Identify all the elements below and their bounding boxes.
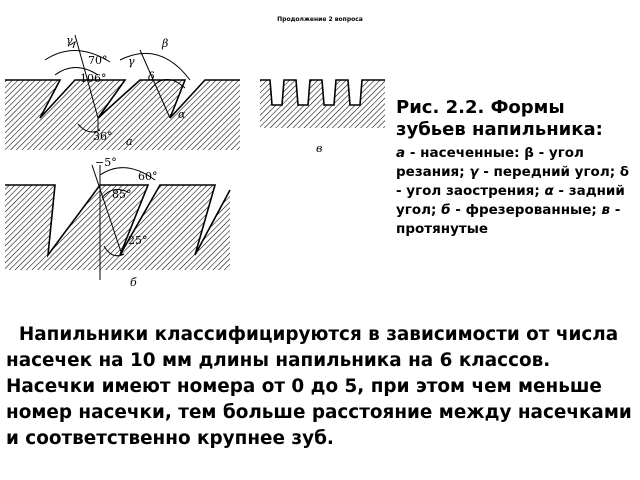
teeth-diagram-b: [5, 156, 230, 289]
teeth-diagram-a: [5, 34, 240, 150]
caption-body: [396, 144, 636, 239]
label-gamma: γ: [128, 55, 135, 68]
angle-minus-5: −5°: [95, 156, 117, 169]
slide-title: Продолжение 2 вопроса: [277, 16, 363, 23]
angle-106: 106°: [80, 72, 107, 85]
label-b: б: [130, 276, 137, 289]
angle-36: 36°: [93, 130, 113, 143]
caption-key-b: б: [441, 202, 451, 218]
caption-text-v: - протянутые: [396, 202, 621, 237]
figure-caption: [396, 97, 636, 239]
angle-60: 60°: [138, 170, 158, 183]
body-paragraph: [6, 322, 636, 452]
file-teeth-figure: [0, 30, 395, 300]
label-alpha: α: [178, 108, 186, 121]
caption-title: Рис. 2.2. Формы зубьев напильника:: [396, 97, 603, 140]
caption-key-v: в: [601, 202, 611, 218]
caption-text-b: - фрезерованные;: [450, 202, 602, 218]
caption-key-gamma: γ: [469, 164, 479, 180]
caption-text-a: - насеченные: β - угол резания;: [396, 145, 584, 180]
angle-85: 85°: [112, 188, 132, 201]
caption-text-alpha: - задний угол;: [396, 183, 625, 218]
teeth-diagram-v: [260, 80, 385, 155]
angle-70: 70°: [88, 54, 108, 67]
label-v: в: [316, 142, 323, 155]
caption-key-a: а: [396, 145, 406, 161]
angle-25: 25°: [128, 234, 148, 247]
label-beta: β: [162, 37, 169, 50]
caption-text-gamma: - передний угол; δ - угол заострения;: [396, 164, 630, 199]
body-paragraph-text: Напильники классифицируются в зависимости от числа насечек на 10 мм длины напильника на 6 классов. Насечки имеют номера от 0 до 5, при этом чем меньше номер насечки, тем больше расстояние между насечками и соответственно крупнее зуб.: [6, 324, 632, 449]
label-a: а: [126, 135, 133, 148]
label-delta: δ: [148, 70, 155, 83]
label-gamma-top: γ: [66, 34, 73, 47]
caption-key-alpha: α: [544, 183, 554, 199]
